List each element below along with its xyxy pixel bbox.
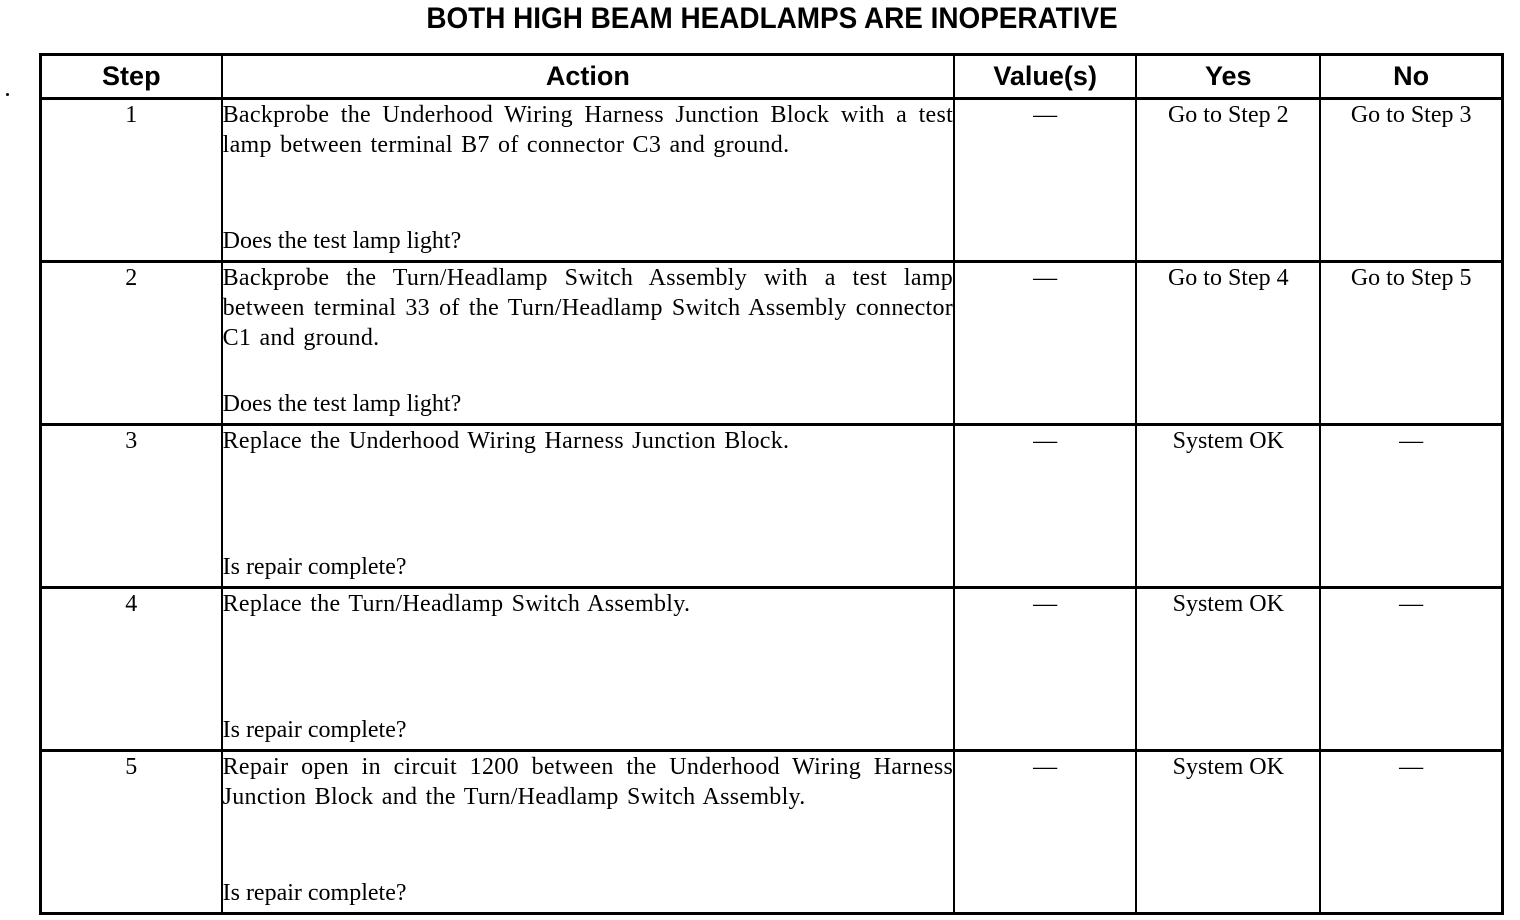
- step-number: 2: [41, 262, 222, 425]
- action-cell: [222, 425, 955, 588]
- no-cell: —: [1320, 751, 1502, 914]
- action-question: Does the test lamp light?: [222, 228, 462, 254]
- yes-cell: Go to Step 4: [1136, 262, 1320, 425]
- action-text: Backprobe the Turn/Headlamp Switch Assembly with a test lamp between terminal 33 of the Turn/Headlamp Switch Assembly connector C1 and ground.: [222, 265, 954, 351]
- table-row: [41, 262, 1503, 425]
- action-text: Replace the Turn/Headlamp Switch Assembly.: [222, 591, 691, 617]
- action-question: Is repair complete?: [222, 554, 407, 580]
- diagnostic-table: [39, 53, 1504, 915]
- action-text: Backprobe the Underhood Wiring Harness Junction Block with a test lamp between terminal B7 of connector C3 and ground.: [222, 102, 954, 158]
- action-question: Is repair complete?: [222, 880, 407, 906]
- header-no: No: [1320, 55, 1502, 99]
- no-cell: Go to Step 5: [1320, 262, 1502, 425]
- value-cell: —: [954, 588, 1136, 751]
- action-text: Repair open in circuit 1200 between the Underhood Wiring Harness Junction Block and the Turn/Headlamp Switch Assembly.: [222, 754, 954, 810]
- action-cell: [222, 262, 955, 425]
- header-step: Step: [41, 55, 222, 99]
- action-cell: [222, 751, 955, 914]
- header-row: [41, 55, 1503, 99]
- yes-cell: System OK: [1136, 751, 1320, 914]
- step-number: 5: [41, 751, 222, 914]
- header-action: Action: [222, 55, 955, 99]
- table-row: [41, 751, 1503, 914]
- step-number: 1: [41, 99, 222, 262]
- yes-cell: System OK: [1136, 588, 1320, 751]
- stray-dot: [6, 93, 9, 96]
- table-row: [41, 588, 1503, 751]
- table-row: [41, 99, 1503, 262]
- no-cell: —: [1320, 425, 1502, 588]
- value-cell: —: [954, 262, 1136, 425]
- value-cell: —: [954, 751, 1136, 914]
- action-cell: [222, 99, 955, 262]
- header-yes: Yes: [1136, 55, 1320, 99]
- no-cell: —: [1320, 588, 1502, 751]
- table-row: [41, 425, 1503, 588]
- yes-cell: System OK: [1136, 425, 1320, 588]
- no-cell: Go to Step 3: [1320, 99, 1502, 262]
- value-cell: —: [954, 425, 1136, 588]
- step-number: 3: [41, 425, 222, 588]
- value-cell: —: [954, 99, 1136, 262]
- yes-cell: Go to Step 2: [1136, 99, 1320, 262]
- action-question: Is repair complete?: [222, 717, 407, 743]
- action-text: Replace the Underhood Wiring Harness Junction Block.: [222, 428, 790, 454]
- action-cell: [222, 588, 955, 751]
- header-values: Value(s): [954, 55, 1136, 99]
- step-number: 4: [41, 588, 222, 751]
- page-title: BOTH HIGH BEAM HEADLAMPS ARE INOPERATIVE: [426, 2, 1118, 35]
- action-question: Does the test lamp light?: [222, 391, 462, 417]
